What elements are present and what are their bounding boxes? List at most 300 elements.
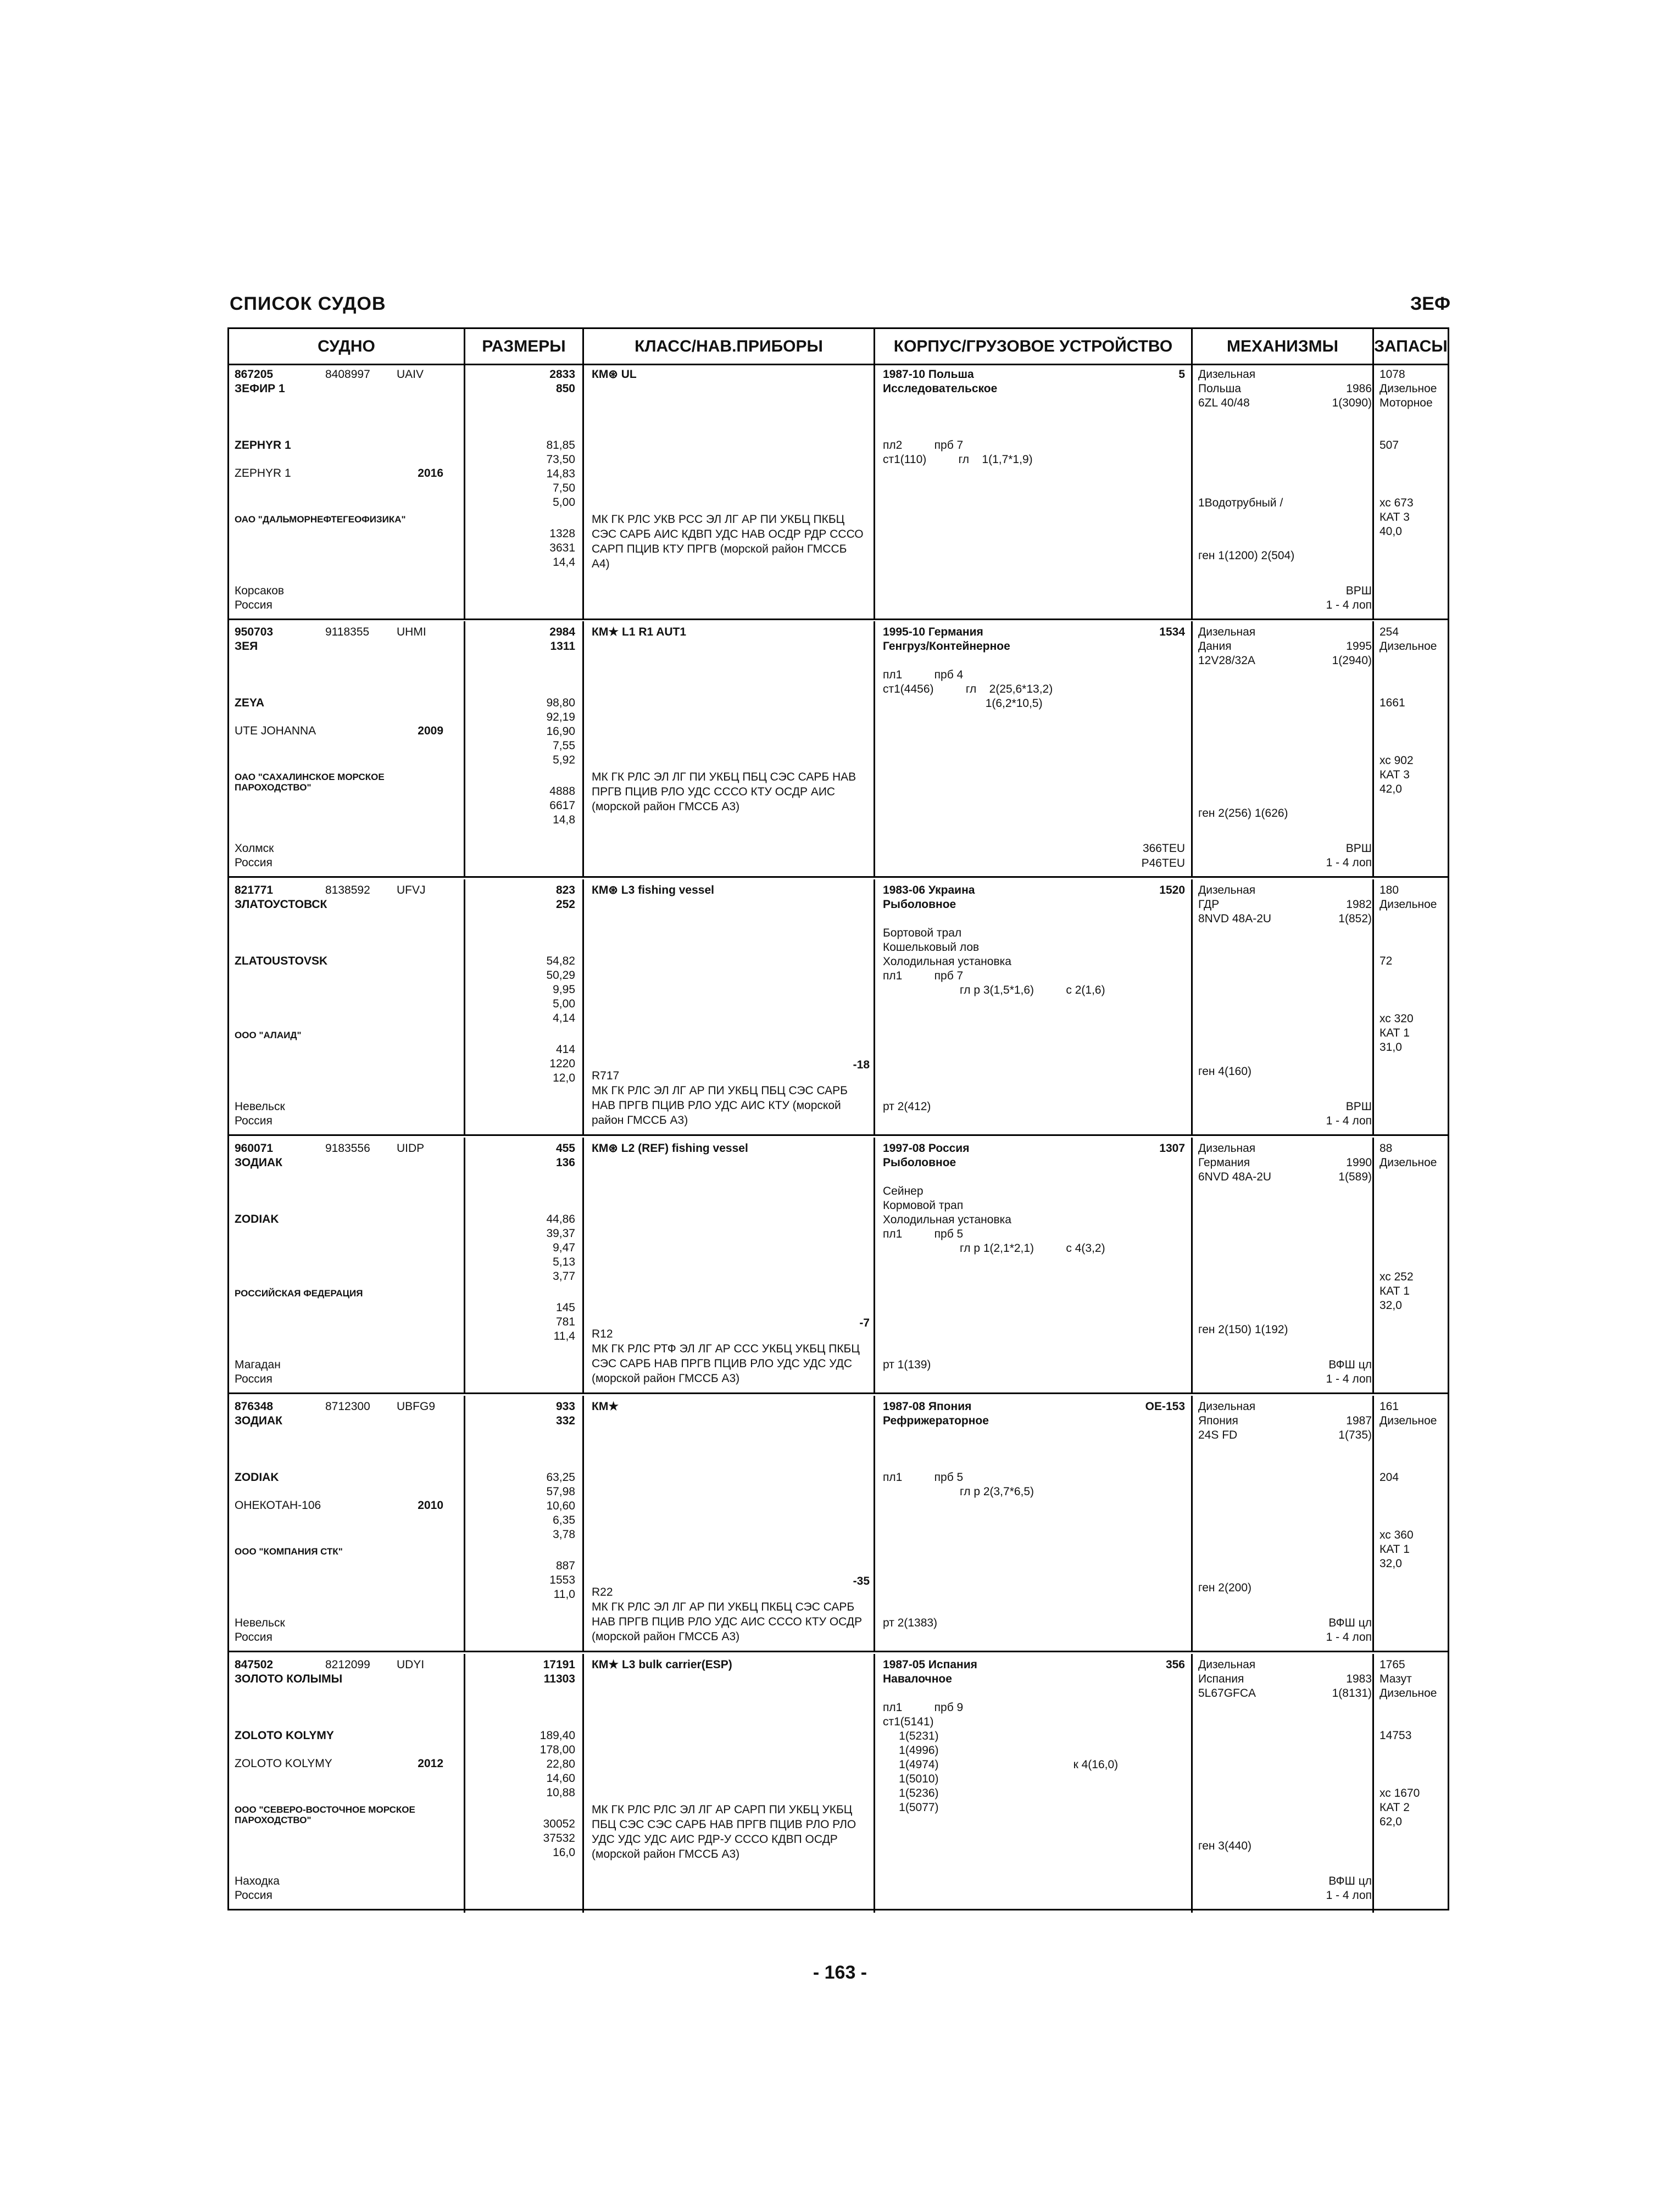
engine-model: 6NVD 48A-2U [1198,1171,1272,1183]
call-sign: UBFG9 [397,1400,436,1413]
column-divider [1191,1396,1193,1651]
gross-tonnage: 17191 [543,1658,575,1671]
supply-2: Дизельное [1379,1156,1437,1169]
ship-record [229,621,1448,878]
engine-power: 1(589) [1338,1171,1372,1183]
supply-speed: 40,0 [1379,525,1402,538]
net-tonnage: 1311 [550,640,575,653]
capacity: 414 [555,1043,575,1056]
dimension: 5,13 [553,1256,575,1268]
hull-line: Сейнер [883,1185,924,1197]
dimension: 178,00 [539,1743,575,1756]
ship-latin-name: ZODIAK [235,1213,279,1225]
engine-power: 1(8131) [1332,1687,1372,1700]
ship-name: ЗЛАТОУСТОВСК [235,898,327,911]
propeller: 1 - 4 лоп [1326,1115,1372,1127]
ship-class: КМ⊛ L3 fishing vessel [592,884,714,896]
draft-mark: -18 [853,1059,870,1071]
ship-latin-name: ZEYA [235,697,265,709]
column-divider [1372,621,1374,876]
col-hull: КОРПУС/ГРУЗОВОЕ УСТРОЙСТВО [875,329,1193,365]
engine-model: 12V28/32A [1198,654,1255,667]
call-sign: UHMI [397,626,426,638]
supply-2: Дизельное [1379,640,1437,653]
former-name: ОНЕКОТАН-106 [235,1499,321,1512]
country: Россия [235,1631,272,1644]
column-divider [1191,621,1193,876]
imo-number: 8712300 [325,1400,370,1413]
hull-line: пл1 прб 9 [883,1701,964,1714]
imo-number: 8408997 [325,368,370,381]
gross-tonnage: 933 [555,1400,575,1413]
capacity: 14,4 [553,556,575,569]
category: КАТ 3 [1379,511,1410,523]
supply-1: 161 [1379,1400,1399,1413]
supply-speed: 62,0 [1379,1815,1402,1828]
yard-number: 5 [1178,368,1185,381]
draft-mark: -7 [859,1317,870,1329]
hull-line: пл1 прб 7 [883,970,964,982]
flag-year: 2010 [418,1499,443,1512]
home-port: Магадан [235,1358,281,1371]
dimension: 5,00 [553,998,575,1010]
boiler: 1Водотрубный / [1198,497,1283,509]
hull-line: Кормовой трап [883,1199,964,1212]
ship-name: ЗЕЯ [235,640,258,653]
supply-4: 204 [1379,1471,1399,1484]
engine-year: 1983 [1346,1673,1372,1685]
former-name: ZEPHYR 1 [235,467,291,480]
col-class: КЛАСС/НАВ.ПРИБОРЫ [584,329,875,365]
dimension: 14,60 [546,1772,575,1785]
dimension: 3,78 [553,1528,575,1541]
dimension: 98,80 [546,697,575,709]
ship-class: КМ★ L3 bulk carrier(ESP) [592,1658,732,1671]
engine-power: 1(852) [1338,912,1372,925]
xc: хс 1670 [1379,1787,1420,1800]
flag-year: 2016 [418,467,443,480]
dimension: 5,92 [553,754,575,766]
hull-line: ст1(4456) гл 2(25,6*13,2) [883,683,1053,695]
engine-model: 8NVD 48A-2U [1198,912,1272,925]
column-divider [1191,879,1193,1134]
former-name: ZOLOTO KOLYMY [235,1757,332,1770]
flag-year: 2009 [418,725,443,737]
ship-type: Генгруз/Контейнерное [883,640,1010,653]
hull-line: Холодильная установка [883,1213,1011,1226]
hull-line: гл р 1(2,1*2,1) с 4(3,2) [883,1242,1105,1255]
category: КАТ 1 [1379,1543,1410,1556]
hull-bottom: рт 2(412) [883,1100,931,1113]
supply-3: Моторное [1379,397,1433,409]
engine-model: 24S FD [1198,1429,1238,1441]
built: 1983-06 Украина [883,884,975,896]
engine-model: 6ZL 40/48 [1198,397,1250,409]
imo-number: 9118355 [325,626,370,638]
built: 1997-08 Россия [883,1142,970,1155]
ship-type: Рыболовное [883,898,956,911]
dimension: 63,25 [546,1471,575,1484]
ship-name: ЗОДИАК [235,1414,282,1427]
ship-name: ЗЕФИР 1 [235,382,285,395]
capacity: 1220 [549,1057,575,1070]
hull-line: 1(4974) к 4(16,0) [883,1758,1119,1771]
column-divider [1191,364,1193,619]
column-divider [582,364,584,619]
engine-type: Дизельная [1198,626,1256,638]
nav-equipment: МК ГК РЛС ЭЛ ЛГ ПИ УКБЦ ПБЦ СЭС САРБ НАВ ПРГВ ПЦИВ РЛО УДС СССО КТУ ОСДР АИС (морской район ГМССБ А3) [592,771,856,813]
generators: ген 2(150) 1(192) [1198,1323,1288,1336]
built: 1987-05 Испания [883,1658,977,1671]
dimension: 4,14 [553,1012,575,1024]
column-divider [582,621,584,876]
column-divider [464,621,465,876]
dimension: 10,60 [546,1500,575,1512]
net-tonnage: 332 [555,1414,575,1427]
engine-country: ГДР [1198,898,1220,911]
gross-tonnage: 455 [555,1142,575,1155]
ship-latin-name: ZLATOUSTOVSK [235,955,328,967]
net-tonnage: 252 [555,898,575,911]
supply-4: 1661 [1379,697,1405,709]
hull-line: Бортовой трал [883,927,962,939]
ship-name: ЗОДИАК [235,1156,282,1169]
hull-line: Кошельковый лов [883,941,980,954]
generators: ген 1(1200) 2(504) [1198,549,1295,562]
capacity: 30052 [543,1818,575,1830]
page-number: - 163 - [813,1962,867,1983]
hull-line: пл1 прб 5 [883,1228,964,1240]
teu: 366TEU P46TEU [1141,842,1185,870]
ship-record [229,1138,1448,1394]
dimension: 10,88 [546,1786,575,1799]
column-divider [874,879,875,1134]
owner: ОАО "ДАЛЬМОРНЕФТЕГЕОФИЗИКА" [235,514,406,525]
call-sign: UDYI [397,1658,425,1671]
home-port: Невельск [235,1617,285,1629]
reg-number: 821771 [235,884,274,896]
column-divider [464,1396,465,1651]
supply-speed: 31,0 [1379,1041,1402,1054]
hull-line: пл1 прб 4 [883,669,964,681]
nav-equipment: R717 МК ГК РЛС ЭЛ ЛГ АР ПИ УКБЦ ПБЦ СЭС САРБ НАВ ПРГВ ПЦИВ РЛО УДС АИС КТУ (морской район ГМССБ А3) [592,1069,848,1127]
capacity: 1553 [549,1574,575,1586]
propeller: 1 - 4 лоп [1326,1631,1372,1644]
engine-power: 1(735) [1338,1429,1372,1441]
yard-number: 356 [1165,1658,1185,1671]
ship-type: Навалочное [883,1673,952,1685]
supply-1: 1765 [1379,1658,1405,1671]
built: 1987-10 Польша [883,368,974,381]
imo-number: 8212099 [325,1658,370,1671]
column-divider [582,1654,584,1913]
supply-4: 507 [1379,439,1399,452]
ship-class: КМ★ [592,1400,619,1413]
hull-line: 1(5077) [883,1801,939,1814]
ship-record [229,1396,1448,1652]
ship-latin-name: ZOLOTO KOLYMY [235,1729,334,1742]
supply-1: 1078 [1379,368,1405,381]
yard-number: 1520 [1159,884,1185,896]
dimension: 22,80 [546,1758,575,1770]
dimension: 3,77 [553,1270,575,1283]
engine-country: Япония [1198,1414,1238,1427]
dimension: 81,85 [546,439,575,452]
engine-country: Дания [1198,640,1232,653]
column-divider [874,1654,875,1913]
capacity: 12,0 [553,1072,575,1084]
hull-line: гл р 2(3,7*6,5) [883,1485,1034,1498]
engine-year: 1982 [1346,898,1372,911]
ship-type: Рыболовное [883,1156,956,1169]
gross-tonnage: 2984 [549,626,575,638]
engine-year: 1990 [1346,1156,1372,1169]
ship-name: ЗОЛОТО КОЛЫМЫ [235,1673,343,1685]
generators: ген 3(440) [1198,1840,1252,1852]
engine-power: 1(2940) [1332,654,1372,667]
supply-speed: 32,0 [1379,1557,1402,1570]
engine-year: 1986 [1346,382,1372,395]
dimension: 92,19 [546,711,575,723]
column-divider [582,1138,584,1392]
ship-latin-name: ZODIAK [235,1471,279,1484]
supply-2: Дизельное [1379,898,1437,911]
capacity: 887 [555,1559,575,1572]
reg-number: 876348 [235,1400,274,1413]
yard-number: 1307 [1159,1142,1185,1155]
column-divider [1372,1138,1374,1392]
xc: хс 320 [1379,1012,1414,1025]
column-divider [464,1654,465,1913]
column-divider [874,621,875,876]
supply-4: 14753 [1379,1729,1412,1742]
engine-country: Германия [1198,1156,1250,1169]
owner: ООО "КОМПАНИЯ СТК" [235,1546,343,1557]
dimension: 44,86 [546,1213,575,1225]
supply-2: Дизельное [1379,382,1437,395]
dimension: 7,50 [553,482,575,494]
supply-1: 180 [1379,884,1399,896]
column-divider [1372,364,1374,619]
ship-record [229,364,1448,620]
owner: ОАО "САХАЛИНСКОЕ МОРСКОЕ ПАРОХОДСТВО" [235,772,385,793]
dimension: 189,40 [539,1729,575,1742]
xc: хс 902 [1379,754,1414,767]
column-divider [874,1396,875,1651]
propeller-type: ВРШ [1345,1100,1372,1113]
capacity: 11,0 [553,1588,575,1601]
supply-speed: 32,0 [1379,1299,1402,1312]
gross-tonnage: 823 [555,884,575,896]
hull-line: пл2 прб 7 [883,439,964,452]
home-port: Холмск [235,842,274,855]
capacity: 14,8 [553,814,575,826]
dimension: 50,29 [546,969,575,982]
propeller-type: ВРШ [1345,584,1372,597]
column-divider [1372,1396,1374,1651]
propeller-type: ВФШ цл [1328,1617,1372,1629]
page-title: СПИСОК СУДОВ [230,293,386,314]
supply-1: 88 [1379,1142,1393,1155]
imo-number: 9183556 [325,1142,370,1155]
capacity: 4888 [549,785,575,798]
hull-bottom: рт 2(1383) [883,1617,938,1629]
net-tonnage: 136 [555,1156,575,1169]
hull-line: 1(5010) [883,1773,939,1785]
dimension: 54,82 [546,955,575,967]
nav-equipment: R22 МК ГК РЛС ЭЛ ЛГ АР ПИ УКБЦ ПКБЦ СЭС САРБ НАВ ПРГВ ПЦИВ РЛО УДС АИС СССО КТУ ОСДР (морской район ГМССБ А3) [592,1586,863,1643]
capacity: 37532 [543,1832,575,1845]
propeller-type: ВРШ [1345,842,1372,855]
country: Россия [235,1115,272,1127]
column-divider [582,1396,584,1651]
capacity: 6617 [549,799,575,812]
home-port: Корсаков [235,584,285,597]
generators: ген 2(256) 1(626) [1198,807,1288,820]
reg-number: 960071 [235,1142,274,1155]
supply-speed: 42,0 [1379,783,1402,795]
category: КАТ 2 [1379,1801,1410,1814]
former-name: UTE JOHANNA [235,725,316,737]
column-divider [464,364,465,619]
country: Россия [235,1889,272,1902]
yard-number: 1534 [1159,626,1185,638]
engine-type: Дизельная [1198,368,1256,381]
built: 1995-10 Германия [883,626,983,638]
home-port: Невельск [235,1100,285,1113]
engine-model: 5L67GFCA [1198,1687,1256,1700]
dimension: 7,55 [553,739,575,752]
col-supplies: ЗАПАСЫ [1374,329,1448,365]
page-code: ЗЕФ [1410,293,1450,314]
draft-mark: -35 [853,1575,870,1587]
built: 1987-08 Япония [883,1400,972,1413]
category: КАТ 1 [1379,1027,1410,1039]
column-divider [1191,1138,1193,1392]
ship-type: Исследовательское [883,382,998,395]
col-machinery: МЕХАНИЗМЫ [1193,329,1374,365]
dimension: 9,47 [553,1241,575,1254]
owner: РОССИЙСКАЯ ФЕДЕРАЦИЯ [235,1288,363,1299]
country: Россия [235,856,272,869]
capacity: 3631 [549,542,575,554]
imo-number: 8138592 [325,884,370,896]
engine-power: 1(3090) [1332,397,1372,409]
ship-class: КМ⊛ L2 (REF) fishing vessel [592,1142,748,1155]
propeller: 1 - 4 лоп [1326,599,1372,611]
capacity: 11,4 [553,1330,575,1342]
call-sign: UAIV [397,368,424,381]
country: Россия [235,599,272,611]
engine-type: Дизельная [1198,1142,1256,1155]
hull-line: пл1 прб 5 [883,1471,964,1484]
call-sign: UFVJ [397,884,426,896]
engine-country: Испания [1198,1673,1244,1685]
engine-type: Дизельная [1198,1400,1256,1413]
dimension: 16,90 [546,725,575,738]
ship-class: КМ★ L1 R1 AUT1 [592,626,687,638]
yard-number: OE-153 [1145,1400,1185,1413]
supply-2: Дизельное [1379,1414,1437,1427]
hull-line: 1(5231) [883,1730,939,1742]
xc: хс 673 [1379,497,1414,509]
hull-line: Холодильная установка [883,955,1011,968]
capacity: 781 [555,1316,575,1328]
net-tonnage: 850 [555,382,575,395]
reg-number: 847502 [235,1658,274,1671]
hull-line: 1(6,2*10,5) [883,697,1043,710]
propeller-type: ВФШ цл [1328,1875,1372,1887]
home-port: Находка [235,1875,280,1887]
net-tonnage: 11303 [543,1673,575,1685]
flag-year: 2012 [418,1757,443,1770]
dimension: 14,83 [546,467,575,480]
column-divider [1372,879,1374,1134]
column-divider [874,364,875,619]
reg-number: 950703 [235,626,274,638]
propeller: 1 - 4 лоп [1326,1373,1372,1385]
propeller-type: ВФШ цл [1328,1358,1372,1371]
hull-line: ст1(5141) [883,1715,934,1728]
hull-line: 1(4996) [883,1744,939,1757]
call-sign: UIDP [397,1142,425,1155]
dimension: 9,95 [553,983,575,996]
capacity: 145 [555,1301,575,1314]
owner: ООО "АЛАИД" [235,1030,302,1040]
engine-type: Дизельная [1198,884,1256,896]
supply-4: 72 [1379,955,1393,967]
hull-line: 1(5236) [883,1787,939,1800]
dimension: 73,50 [546,453,575,466]
owner: ООО "СЕВЕРО-ВОСТОЧНОЕ МОРСКОЕ ПАРОХОДСТВО" [235,1804,415,1825]
xc: хс 360 [1379,1529,1414,1541]
capacity: 16,0 [553,1846,575,1859]
generators: ген 2(200) [1198,1581,1252,1594]
column-divider [582,879,584,1134]
dimension: 57,98 [546,1485,575,1498]
propeller: 1 - 4 лоп [1326,856,1372,869]
ship-record [229,1654,1448,1913]
engine-year: 1995 [1346,640,1372,653]
dimension: 5,00 [553,496,575,509]
hull-line: ст1(110) гл 1(1,7*1,9) [883,453,1033,466]
supply-1: 254 [1379,626,1399,638]
country: Россия [235,1373,272,1385]
column-divider [874,1138,875,1392]
engine-country: Польша [1198,382,1242,395]
ship-class: КМ⊛ UL [592,368,637,381]
engine-type: Дизельная [1198,1658,1256,1671]
category: КАТ 3 [1379,768,1410,781]
col-ship: СУДНО [229,329,465,365]
gross-tonnage: 2833 [549,368,575,381]
propeller: 1 - 4 лоп [1326,1889,1372,1902]
nav-equipment: R12 МК ГК РЛС РТФ ЭЛ ЛГ АР ССС УКБЦ УКБЦ ПКБЦ СЭС САРБ НАВ ПРГВ ПЦИВ РЛО УДС УДС УДС (морской район ГМССБ А3) [592,1328,860,1385]
nav-equipment: МК ГК РЛС УКВ РСС ЭЛ ЛГ АР ПИ УКБЦ ПКБЦ СЭС САРБ АИС КДВП УДС НАВ ОСДР РДР СССО САРП ПЦИВ КТУ ПРГВ (морской район ГМССБ А4) [592,513,864,570]
column-divider [1191,1654,1193,1913]
supply-2: Мазут [1379,1673,1412,1685]
dimension: 6,35 [553,1514,575,1527]
hull-bottom: рт 1(139) [883,1358,931,1371]
column-divider [464,879,465,1134]
hull-line: гл р 3(1,5*1,6) с 2(1,6) [883,984,1105,996]
capacity: 1328 [549,527,575,540]
generators: ген 4(160) [1198,1065,1252,1078]
supply-3: Дизельное [1379,1687,1437,1700]
column-divider [1372,1654,1374,1913]
reg-number: 867205 [235,368,274,381]
engine-year: 1987 [1346,1414,1372,1427]
